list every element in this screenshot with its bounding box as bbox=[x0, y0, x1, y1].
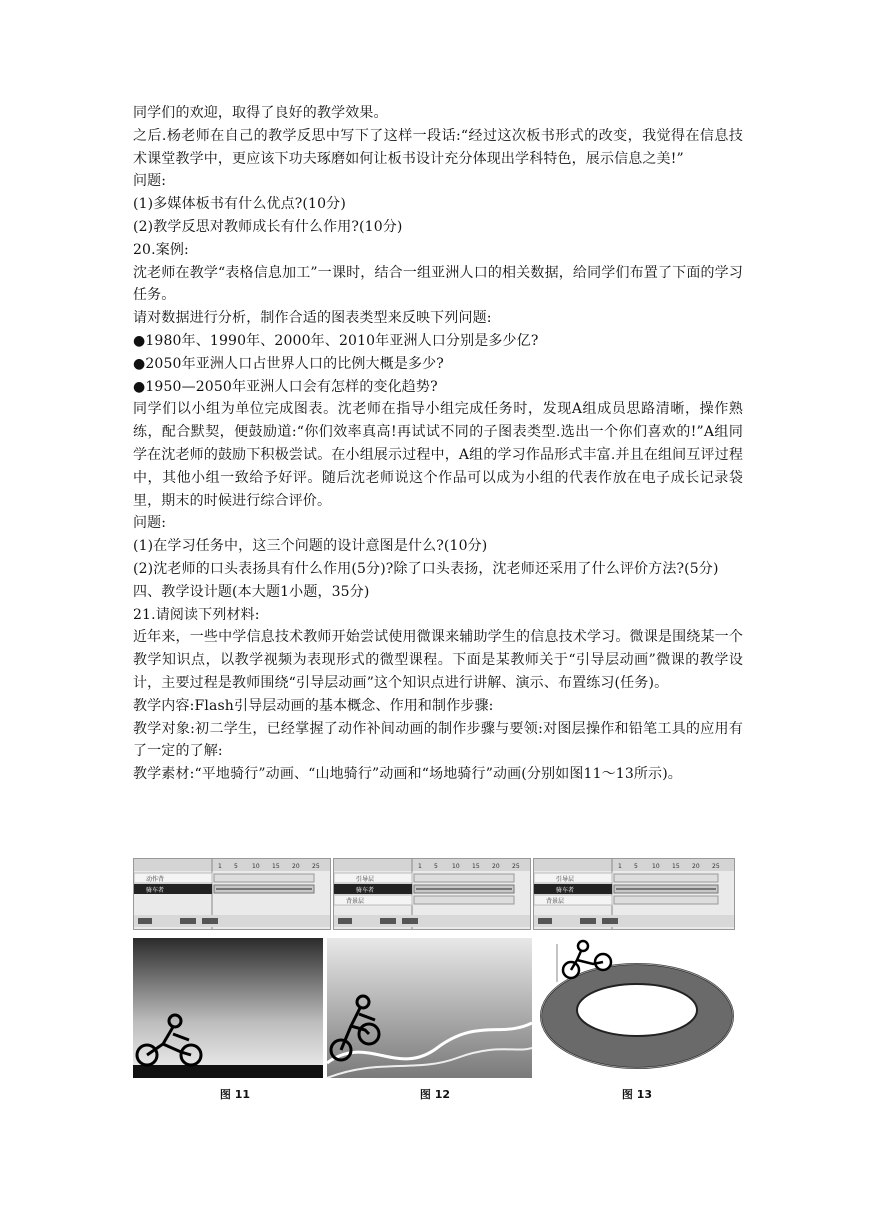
svg-text:10: 10 bbox=[452, 863, 460, 870]
paragraph: 请对数据进行分析，制作合适的图表类型来反映下列问题: bbox=[133, 310, 492, 327]
paragraph: ●1950—2050年亚洲人口会有怎样的变化趋势? bbox=[133, 378, 438, 395]
paragraph: 沈老师在教学“表格信息加工”一课时，结合一组亚洲人口的相关数据，给同学们布置了下面的学习任务。 bbox=[133, 264, 743, 304]
svg-text:20: 20 bbox=[492, 863, 500, 870]
paragraph: 四、教学设计题(本大题1小题，35分) bbox=[133, 583, 370, 600]
svg-text:1: 1 bbox=[218, 863, 222, 870]
svg-text:20: 20 bbox=[292, 863, 300, 870]
figure-13-track-riding bbox=[537, 938, 737, 1078]
svg-text:5: 5 bbox=[234, 863, 238, 870]
paragraph: ●2050年亚洲人口占世界人口的比例大概是多少? bbox=[133, 355, 444, 372]
layer-label: 骑车者 bbox=[556, 887, 575, 894]
svg-text:5: 5 bbox=[634, 863, 638, 870]
paragraph: 20.案例: bbox=[133, 241, 189, 258]
svg-text:15: 15 bbox=[472, 863, 480, 870]
figure-caption: 图 13 bbox=[621, 1088, 653, 1101]
layer-label: 动作背 bbox=[146, 876, 165, 883]
paragraph: 教学素材:“平地骑行”动画、“山地骑行”动画和“场地骑行”动画(分别如图11～13所示)。 bbox=[133, 766, 682, 783]
paragraph: 近年来，一些中学信息技术教师开始尝试使用微课来辅助学生的信息技术学习。微课是围绕某一个教学知识点，以教学视频为表现形式的微型课程。下面是某教师关于“引导层动画”微课的教学设计，主要过程是教师围绕“引导层动画”这个知识点进行讲解、演示、布置练习(任务)。 bbox=[133, 629, 743, 691]
svg-text:1: 1 bbox=[618, 863, 622, 870]
layer-label: 骑车者 bbox=[146, 887, 165, 894]
figure-caption: 图 11 bbox=[219, 1088, 251, 1101]
figure-12-mountain-riding bbox=[327, 938, 532, 1078]
figures-11-13 bbox=[133, 858, 737, 1103]
svg-text:15: 15 bbox=[272, 863, 280, 870]
flash-timeline-fig12 bbox=[333, 858, 531, 930]
paragraph: 之后.杨老师在自己的教学反思中写下了这样一段话:“经过这次板书形式的改变，我觉得在信息技术课堂教学中，更应该下功夫琢磨如何让板书设计充分体现出学科特色，展示信息之美!” bbox=[133, 127, 743, 167]
paragraph: 问题: bbox=[133, 515, 167, 532]
paragraph: 教学对象:初二学生，已经掌握了动作补间动画的制作步骤与要领:对图层操作和铅笔工具的应用有了一定的了解: bbox=[133, 720, 743, 760]
paragraph: ●1980年、1990年、2000年、2010年亚洲人口分别是多少亿? bbox=[133, 332, 539, 349]
figure-caption: 图 12 bbox=[419, 1088, 451, 1101]
paragraph: 同学们的欢迎，取得了良好的教学效果。 bbox=[133, 105, 388, 121]
paragraph: 教学内容:Flash引导层动画的基本概念、作用和制作步骤: bbox=[133, 697, 494, 714]
svg-text:25: 25 bbox=[512, 863, 520, 870]
paragraph: (2)教学反思对教师成长有什么作用?(10分) bbox=[133, 218, 403, 235]
flash-timeline-fig13 bbox=[533, 858, 735, 930]
svg-text:1: 1 bbox=[418, 863, 422, 870]
svg-text:15: 15 bbox=[672, 863, 680, 870]
svg-text:5: 5 bbox=[434, 863, 438, 870]
paragraph: (1)多媒体板书有什么优点?(10分) bbox=[133, 196, 346, 213]
paragraph: 21.请阅读下列材料: bbox=[133, 606, 260, 623]
layer-label: 背景层 bbox=[346, 898, 365, 905]
paragraph: (2)沈老师的口头表扬具有什么作用(5分)?除了口头表扬，沈老师还采用了什么评价方法?(5分) bbox=[133, 560, 719, 577]
svg-text:10: 10 bbox=[252, 863, 260, 870]
layer-label: 引导层 bbox=[556, 876, 575, 883]
layer-label: 背景层 bbox=[546, 898, 565, 905]
layer-label: 骑车者 bbox=[356, 887, 375, 894]
svg-text:25: 25 bbox=[312, 863, 320, 870]
svg-text:10: 10 bbox=[652, 863, 660, 870]
body-text bbox=[133, 102, 743, 786]
paragraph: 问题: bbox=[133, 173, 167, 190]
flash-timeline-fig11 bbox=[133, 858, 331, 930]
svg-text:20: 20 bbox=[692, 863, 700, 870]
svg-text:25: 25 bbox=[712, 863, 720, 870]
paragraph: 同学们以小组为单位完成图表。沈老师在指导小组完成任务时，发现A组成员思路清晰，操作熟练，配合默契，便鼓励道:“你们效率真高!再试试不同的子图表类型.选出一个你们喜欢的!”A组同学在沈老师的鼓励下积极尝试。在小组展示过程中，A组的学习作品形式丰富.并且在组间互评过程中，其他小组一致给予好评。随后沈老师说这个作品可以成为小组的代表作放在电子成长记录袋里，期末的时候进行综合评价。 bbox=[133, 401, 743, 509]
paragraph: (1)在学习任务中，这三个问题的设计意图是什么?(10分) bbox=[133, 538, 488, 555]
layer-label: 引导层 bbox=[356, 876, 375, 883]
figure-11-flat-riding bbox=[133, 938, 323, 1078]
